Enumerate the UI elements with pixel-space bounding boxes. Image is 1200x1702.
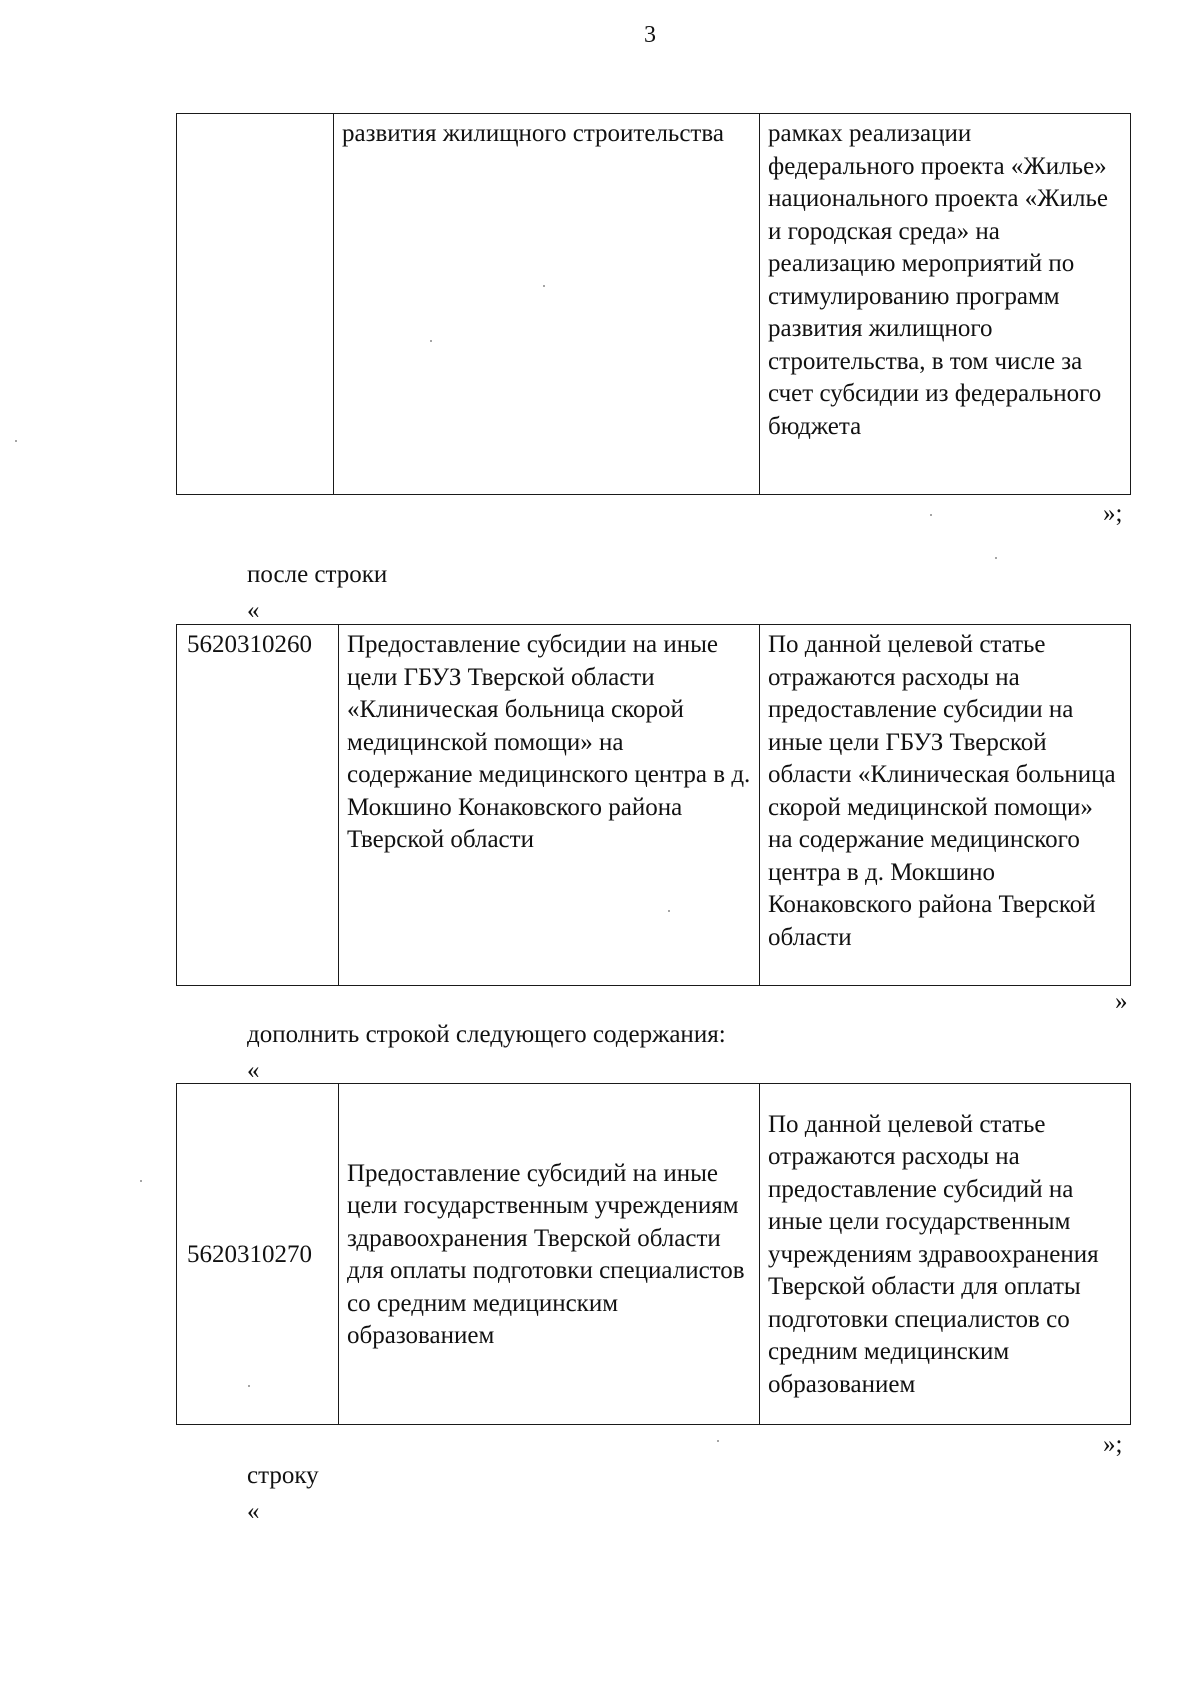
scan-speck xyxy=(668,910,670,912)
scan-speck xyxy=(930,514,932,516)
opening-quote: « xyxy=(247,597,260,624)
scan-speck xyxy=(140,1180,142,1182)
description-cell: По данной целевой статье отражаются расходы на предоставление субсидии на иные цели ГБУЗ Тверской области «Клиническая больница скорой медицинской помощи» на содержание медицинского центра в д. Мокшино Конаковского района Тверской области xyxy=(760,625,1131,986)
name-cell: Предоставление субсидий на иные цели государственным учреждениям здравоохранения Тверской области для оплаты подготовки специалистов со средним медицинским образованием xyxy=(339,1084,760,1425)
scan-speck xyxy=(543,285,545,287)
table-row xyxy=(177,625,1131,986)
scan-speck xyxy=(15,440,17,442)
scan-speck xyxy=(995,557,997,559)
closing-quote: »; xyxy=(1103,1431,1123,1458)
instruction-text: дополнить строкой следующего содержания: xyxy=(247,1021,726,1048)
description-cell: По данной целевой статье отражаются расходы на предоставление субсидий на иные цели государственным учреждениям здравоохранения Тверской области для оплаты подготовки специалистов со средним медицинским образованием xyxy=(760,1084,1131,1425)
scan-speck xyxy=(248,1385,250,1387)
closing-quote: »; xyxy=(1103,500,1123,527)
opening-quote: « xyxy=(247,1057,260,1084)
name-cell: развития жилищного строительства xyxy=(334,114,760,495)
instruction-text: строку xyxy=(247,1462,319,1489)
budget-table-new-row xyxy=(176,1083,1131,1425)
opening-quote: « xyxy=(247,1498,260,1525)
name-cell: Предоставление субсидии на иные цели ГБУЗ Тверской области «Клиническая больница скорой медицинской помощи» на содержание медицинского центра в д. Мокшино Конаковского района Тверской области xyxy=(339,625,760,986)
scan-speck xyxy=(430,340,432,342)
budget-table-existing-row xyxy=(176,624,1131,986)
budget-table-continuation xyxy=(176,113,1131,495)
code-cell xyxy=(177,114,334,495)
closing-quote: » xyxy=(1115,988,1128,1015)
instruction-text: после строки xyxy=(247,561,388,588)
description-cell: рамках реализации федерального проекта «Жилье» национального проекта «Жилье и городская среда» на реализацию мероприятий по стимулированию программ развития жилищного строительства, в том числе за счет субсидии из федерального бюджета xyxy=(760,114,1131,495)
table-row xyxy=(177,114,1131,495)
table-row xyxy=(177,1084,1131,1425)
code-cell: 5620310270 xyxy=(177,1084,339,1425)
code-cell: 5620310260 xyxy=(177,625,339,986)
page-number: 3 xyxy=(644,22,656,48)
scan-speck xyxy=(717,1440,719,1442)
